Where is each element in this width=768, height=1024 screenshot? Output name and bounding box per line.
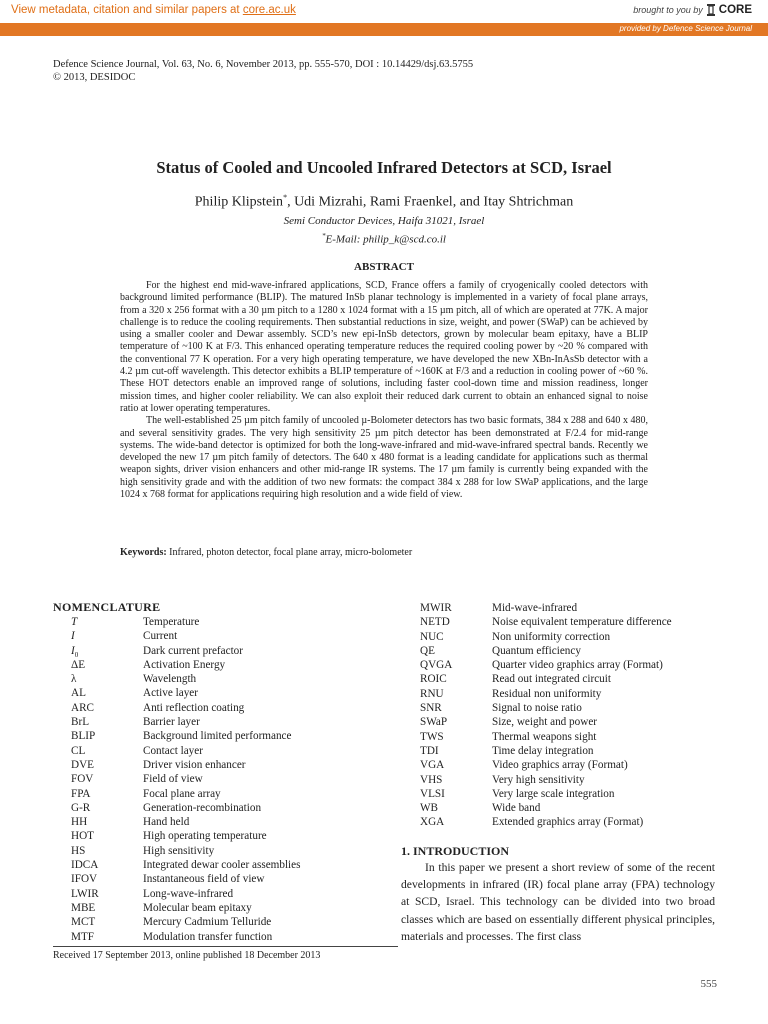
introduction-body <box>401 859 715 945</box>
nomenclature-abbr <box>71 887 99 901</box>
nomenclature-definition: Non uniformity correction <box>492 630 611 643</box>
nomenclature-abbr <box>71 772 93 786</box>
nomenclature-abbr-text: I <box>71 644 75 657</box>
nomenclature-definition: High sensitivity <box>143 844 215 857</box>
nomenclature-definition: High operating temperature <box>143 830 267 843</box>
nomenclature-abbr-text: BLIP <box>71 730 96 743</box>
nomenclature-abbr <box>71 672 76 686</box>
affiliation-block <box>0 214 768 248</box>
nomenclature-abbr <box>71 758 94 772</box>
nomenclature-abbr-text: MBE <box>71 901 96 914</box>
nomenclature-definition: Quantum efficiency <box>492 644 581 657</box>
nomenclature-abbr <box>71 915 95 929</box>
nomenclature-abbr <box>420 615 450 629</box>
brought-to-you-by[interactable] <box>633 3 752 17</box>
nomenclature-abbr-text: MCT <box>71 916 96 929</box>
nomenclature-definition: Current <box>143 630 178 643</box>
nomenclature-abbr <box>71 729 95 743</box>
nomenclature-abbr <box>420 773 442 787</box>
nomenclature-definition: Generation-recombination <box>143 801 262 814</box>
metadata-link-text: View metadata, citation and similar papers at <box>11 4 243 16</box>
nomenclature-definition: Background limited performance <box>143 730 292 743</box>
nomenclature-abbr-text: NETD <box>420 616 450 629</box>
authors-rest: , Udi Mizrahi, Rami Fraenkel, and Itay Shtrichman <box>287 194 574 210</box>
core-brand: CORE <box>718 4 752 16</box>
introduction-paragraph: In this paper we present a short review of some of the recent developments in infrared (IR) focal plane array (FPA) technology at SCD, Israel. This technology can be divided into two broad classes which are based on essentially different physical principles, materials and processes. The first class <box>401 861 715 943</box>
nomenclature-abbr <box>71 901 95 915</box>
nomenclature-abbr <box>420 730 444 744</box>
nomenclature-abbr-text: HS <box>71 844 86 857</box>
nomenclature-abbr-text: SNR <box>420 702 442 715</box>
nomenclature-abbr-text: TWS <box>420 730 444 743</box>
paper-title: Status of Cooled and Uncooled Infrared Detectors at SCD, Israel <box>156 158 612 177</box>
nomenclature-abbr <box>420 658 452 672</box>
provided-by-link[interactable]: provided by Defence Science Journal <box>619 24 752 33</box>
nomenclature-abbr <box>71 858 98 872</box>
journal-citation: Defence Science Journal, Vol. 63, No. 6, November 2013, pp. 555-570, DOI : 10.14429/dsj.63.5755 <box>53 59 474 70</box>
nomenclature-abbr-text: AL <box>71 687 86 700</box>
nomenclature-definition: Quarter video graphics array (Format) <box>492 659 663 672</box>
keywords-list: Infrared, photon detector, focal plane array, micro-bolometer <box>166 547 413 558</box>
footnote-rule <box>53 946 398 947</box>
nomenclature-abbr-text: CL <box>71 744 86 757</box>
core-logo-icon <box>706 3 716 17</box>
nomenclature-abbr-text: G-R <box>71 801 91 814</box>
nomenclature-abbr-text: IFOV <box>71 873 98 886</box>
introduction-heading: 1. INTRODUCTION <box>401 844 510 858</box>
nomenclature-abbr-text: XGA <box>420 816 445 829</box>
nomenclature-definition: Read out integrated circuit <box>492 673 611 686</box>
nomenclature-abbr-text: VGA <box>420 759 445 772</box>
nomenclature-abbr <box>420 701 442 715</box>
nomenclature-abbr <box>420 601 452 615</box>
nomenclature-abbr <box>71 872 97 886</box>
nomenclature-abbr-text: I <box>71 630 75 643</box>
metadata-link[interactable] <box>11 4 296 16</box>
nomenclature-abbr-text: IDCA <box>71 859 99 872</box>
received-date: Received 17 September 2013, online published 18 December 2013 <box>53 950 321 961</box>
nomenclature-abbr-text: FPA <box>71 787 91 800</box>
nomenclature-abbr <box>420 644 435 658</box>
nomenclature-abbr-text: DVE <box>71 758 94 771</box>
nomenclature-definition: Activation Energy <box>143 658 226 671</box>
nomenclature-abbr-text: VHS <box>420 773 443 786</box>
nomenclature-definition: Modulation transfer function <box>143 930 273 943</box>
nomenclature-definition: Anti reflection coating <box>143 701 245 714</box>
author-first: Philip Klipstein <box>194 194 284 210</box>
nomenclature-abbr <box>420 787 445 801</box>
author-mark: * <box>283 193 288 202</box>
nomenclature-abbr-text: MTF <box>71 930 95 943</box>
nomenclature-abbr <box>420 744 439 758</box>
abstract-heading: ABSTRACT <box>354 261 414 273</box>
copyright: © 2013, DESIDOC <box>53 72 136 83</box>
nomenclature-abbr <box>71 844 85 858</box>
nomenclature-abbr <box>420 672 447 686</box>
nomenclature-abbr <box>71 930 94 944</box>
provided-by-bar <box>0 23 768 36</box>
nomenclature-definition: Size, weight and power <box>492 716 598 729</box>
nomenclature-abbr <box>71 701 94 715</box>
nomenclature-abbr <box>420 715 447 729</box>
nomenclature-abbr-text: ARC <box>71 701 95 714</box>
nomenclature-definition: Signal to noise ratio <box>492 702 582 715</box>
nomenclature-definition: Video graphics array (Format) <box>492 759 628 772</box>
nomenclature-abbr-text: QVGA <box>420 659 453 672</box>
nomenclature-abbr-text: ROIC <box>420 673 447 686</box>
nomenclature-definition: Integrated dewar cooler assemblies <box>143 859 301 872</box>
nomenclature-definition: Field of view <box>143 773 203 786</box>
nomenclature-definition: Molecular beam epitaxy <box>143 901 252 914</box>
nomenclature-abbr-text: λ <box>71 673 77 686</box>
nomenclature-abbr-text: T <box>71 616 78 628</box>
nomenclature-abbr <box>420 630 444 644</box>
nomenclature-abbr-text: SWaP <box>420 716 448 729</box>
nomenclature-abbr <box>420 758 444 772</box>
nomenclature-abbr-text: QE <box>420 644 435 657</box>
email-line <box>0 229 768 248</box>
nomenclature-definition: Temperature <box>143 616 200 628</box>
nomenclature-abbr-text: ΔE <box>71 658 86 671</box>
core-site-link[interactable]: core.ac.uk <box>242 4 296 16</box>
nomenclature-abbr-text: BrL <box>71 716 90 729</box>
nomenclature-definition: Driver vision enhancer <box>143 758 246 771</box>
nomenclature-abbr <box>71 715 89 729</box>
nomenclature-abbr-text: FOV <box>71 773 94 786</box>
nomenclature-definition: Thermal weapons sight <box>492 730 597 743</box>
nomenclature-abbr-text: RNU <box>420 687 444 700</box>
nomenclature-definition: Very large scale integration <box>492 787 615 800</box>
nomenclature-abbr <box>71 615 77 629</box>
nomenclature-definition: Mercury Cadmium Telluride <box>143 916 272 929</box>
nomenclature-heading: NOMENCLATURE <box>53 600 161 614</box>
nomenclature-definition: Wavelength <box>143 673 197 686</box>
email-mark: * <box>322 232 326 240</box>
abstract-paragraph-2: The well-established 25 µm pitch family of uncooled µ-Bolometer detectors has two basic formats, 384 x 288 and 640 x 480, and several sensitivity grades. The very high sensitivity 25 µm pitch detector has been demonstrated at F/2.4 for mid-range systems. The wide-band detector is optimized for both the long-wave-infrared and mid-wave-infrared spectral bands. Recently we developed the new 17 µm pitch family of detectors. The 640 x 480 format is a leading candidate for applications such as thermal weapon sights, driver vision enhancers and other mid-range IR systems. The 17 µm family is currently being expanded with the high sensitivity grade and with the addition of two new formats: the compact 384 x 288 for low SWaP applications, and the large 1024 x 768 format for applications requiring high resolution and a wide field of view. <box>120 415 648 501</box>
journal-citation-block <box>53 58 473 84</box>
email: E-Mail: philip_k@scd.co.il <box>325 233 446 246</box>
nomenclature-definition: Noise equivalent temperature difference <box>492 616 672 629</box>
nomenclature-definition: Focal plane array <box>143 787 221 800</box>
nomenclature-abbr <box>420 687 444 701</box>
nomenclature-definition: Barrier layer <box>143 716 200 729</box>
nomenclature-definition: Instantaneous field of view <box>143 873 265 886</box>
nomenclature-definition: Wide band <box>492 802 541 815</box>
authors <box>0 193 768 211</box>
nomenclature-definition: Contact layer <box>143 744 203 757</box>
brought-label: brought to you by <box>633 5 703 15</box>
nomenclature-abbr <box>71 629 75 643</box>
nomenclature-abbr <box>71 801 90 815</box>
nomenclature-definition: Residual non uniformity <box>492 687 602 700</box>
nomenclature-abbr <box>420 801 438 815</box>
nomenclature-abbr-subscript: 0 <box>74 650 79 659</box>
nomenclature-definition: Time delay integration <box>492 744 594 757</box>
nomenclature-definition: Mid-wave-infrared <box>492 602 578 614</box>
nomenclature-abbr-text: WB <box>420 802 439 815</box>
nomenclature-abbr-text: HOT <box>71 830 94 843</box>
nomenclature-abbr-text: HH <box>71 816 88 829</box>
nomenclature-definition: Dark current prefactor <box>143 644 244 657</box>
nomenclature-abbr <box>71 686 86 700</box>
nomenclature-abbr-text: VLSI <box>420 787 445 800</box>
nomenclature-abbr <box>71 787 91 801</box>
core-banner <box>0 0 768 24</box>
nomenclature-abbr <box>71 744 85 758</box>
abstract-paragraph-1: For the highest end mid-wave-infrared applications, SCD, France offers a family of cryogenically cooled detectors with background limited performance (BLIP). The matured InSb planar technology is implemented in a variety of focal plane arrays, from a 320 x 256 format with a 30 µm pitch to a 1280 x 1024 format with a 15 µm pitch, all of which are operated at 77K. A major challenge is to reduce the cooling requirements. Then substantial reductions in size, weight, and power (SWaP) can be achieved by using a smaller cooler and Dewar assembly. SCD’s new epi-InSb detectors, grown by molecular beam epitaxy, have a BLIP temperature of ~100 K at F/3. This enhanced operating temperature reduces the required cooling power by ~20 % compared with the conventional 77 K operation. For a very high operating temperature, we have developed the new XBn-InAsSb detector with a 4.2 µm cut-off wavelength. This detector exhibits a BLIP temperature of ~160K at F/3 and a reduction in cooling power of ~60 %. These HOT detectors enable an improved range of solutions, including faster cool-down time and mission readiness, longer mission times, and higher cooler reliability. We can also exploit their reduced dark current to obtain an enhanced signal to noise ratio at lower operating temperatures. <box>120 280 648 414</box>
keywords-label: Keywords: <box>120 547 167 558</box>
nomenclature-definition: Active layer <box>143 687 198 700</box>
nomenclature-definition: Very high sensitivity <box>492 773 585 786</box>
nomenclature-abbr <box>71 829 94 843</box>
nomenclature-abbr-text: MWIR <box>420 602 452 614</box>
nomenclature-definition: Hand held <box>143 816 190 829</box>
nomenclature-abbr <box>420 815 444 829</box>
page-number: 555 <box>700 978 717 990</box>
nomenclature-abbr-text: TDI <box>420 744 439 757</box>
affiliation: Semi Conductor Devices, Haifa 31021, Israel <box>283 215 485 227</box>
nomenclature-abbr-text: NUC <box>420 630 444 643</box>
keywords <box>120 547 412 558</box>
nomenclature-definition: Long-wave-infrared <box>143 887 234 900</box>
nomenclature-abbr <box>71 658 85 672</box>
nomenclature-abbr <box>71 815 87 829</box>
nomenclature-abbr-text: LWIR <box>71 887 99 900</box>
abstract-body <box>120 280 648 501</box>
nomenclature-definition: Extended graphics array (Format) <box>492 816 644 829</box>
